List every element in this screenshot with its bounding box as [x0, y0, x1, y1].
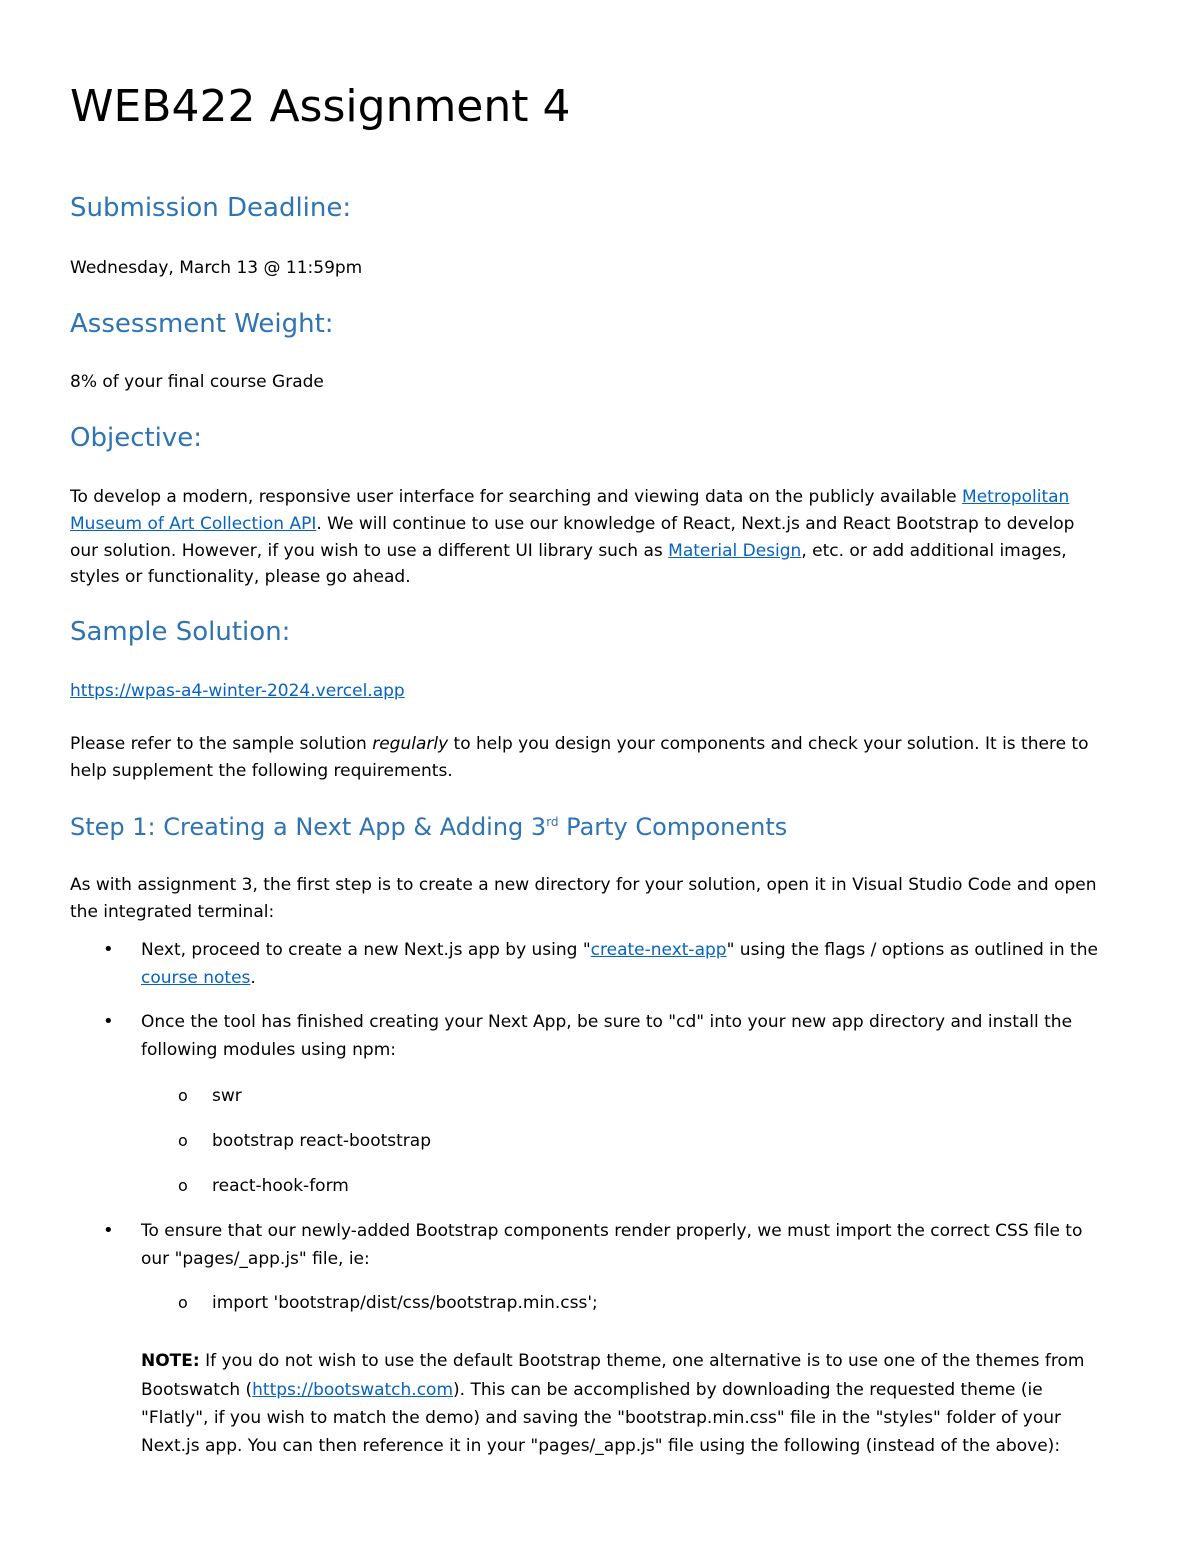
objective-text: our solution. However, if you wish to use a different UI library such as	[70, 541, 669, 561]
module-item: bootstrap react-bootstrap	[212, 1131, 431, 1151]
note-line-4: Next.js app. You can then reference it in your "pages/_app.js" file using the following (instead of the above):	[141, 1436, 1061, 1456]
sub-bullet-icon: o	[178, 1086, 188, 1105]
bullet-icon: •	[103, 939, 114, 960]
objective-line-4: styles or functionality, please go ahead.	[70, 567, 411, 587]
weight-heading: Assessment Weight:	[70, 309, 334, 339]
note-line-2	[141, 1380, 1043, 1400]
bullet-icon: •	[103, 1220, 114, 1241]
bullet-text: " using the flags / options as outlined in the	[726, 940, 1098, 960]
bullet-3-line-1: To ensure that our newly-added Bootstrap components render properly, we must import the correct CSS file to	[141, 1221, 1083, 1241]
material-design-link[interactable]: Material Design	[668, 541, 802, 561]
note-text: Bootswatch (	[141, 1380, 253, 1400]
sample-emphasis: regularly	[372, 734, 449, 754]
sample-para-line-2: help supplement the following requirements.	[70, 761, 453, 781]
step1-heading	[70, 812, 787, 842]
sub-bullet-icon: o	[178, 1176, 188, 1195]
note-text: If you do not wish to use the default Bootstrap theme, one alternative is to use one of the themes from	[199, 1351, 1085, 1371]
step1-heading-sup: rd	[546, 815, 559, 829]
bullet-2-line-2: following modules using npm:	[141, 1040, 396, 1060]
step1-heading-text: Step 1: Creating a Next App & Adding 3	[70, 813, 547, 841]
weight-text: 8% of your final course Grade	[70, 372, 324, 392]
module-item: swr	[212, 1086, 242, 1106]
bullet-1-line-1	[141, 940, 1098, 960]
bullet-3-line-2: our "pages/_app.js" file, ie:	[141, 1249, 370, 1269]
bullet-text: Next, proceed to create a new Next.js app by using "	[141, 940, 591, 960]
note-line-1	[141, 1351, 1084, 1371]
objective-line-1	[70, 487, 1069, 507]
step1-heading-text: Party Components	[558, 813, 788, 841]
sample-text: Please refer to the sample solution	[70, 734, 373, 754]
bullet-text: .	[250, 968, 256, 988]
met-museum-link[interactable]: Metropolitan	[962, 487, 1070, 507]
note-line-3: "Flatly", if you wish to match the demo) and saving the "bootstrap.min.css" file in the "styles" folder of your	[141, 1408, 1062, 1428]
bootswatch-link[interactable]: https://bootswatch.com	[252, 1380, 454, 1400]
course-notes-link[interactable]: course notes	[141, 968, 251, 988]
step1-intro-line-1: As with assignment 3, the first step is to create a new directory for your solution, open it in Visual Studio Code and open	[70, 875, 1097, 895]
met-museum-link-cont[interactable]: Museum of Art Collection API	[70, 514, 317, 534]
sub-bullet-icon: o	[178, 1131, 188, 1150]
sample-text: to help you design your components and check your solution. It is there to	[448, 734, 1089, 754]
sub-bullet-icon: o	[178, 1293, 188, 1312]
import-line: import 'bootstrap/dist/css/bootstrap.min.css';	[212, 1293, 598, 1313]
deadline-heading: Submission Deadline:	[70, 193, 352, 223]
step1-intro-line-2: the integrated terminal:	[70, 902, 275, 922]
sample-solution-link[interactable]: https://wpas-a4-winter-2024.vercel.app	[70, 681, 405, 701]
objective-text: To develop a modern, responsive user interface for searching and viewing data on the publicly available	[70, 487, 963, 507]
objective-line-3	[70, 541, 1067, 561]
objective-text: , etc. or add additional images,	[801, 541, 1067, 561]
sample-para-line-1	[70, 734, 1089, 754]
objective-text: . We will continue to use our knowledge of React, Next.js and React Bootstrap to develop	[316, 514, 1075, 534]
sample-heading: Sample Solution:	[70, 617, 291, 647]
deadline-text: Wednesday, March 13 @ 11:59pm	[70, 258, 363, 278]
objective-heading: Objective:	[70, 423, 203, 453]
note-label: NOTE:	[141, 1351, 200, 1371]
note-text: ). This can be accomplished by downloading the requested theme (ie	[453, 1380, 1043, 1400]
create-next-app-link[interactable]: create-next-app	[590, 940, 727, 960]
bullet-1-line-2	[141, 968, 256, 988]
objective-line-2	[70, 514, 1074, 534]
bullet-2-line-1: Once the tool has finished creating your Next App, be sure to "cd" into your new app directory and install the	[141, 1012, 1073, 1032]
bullet-icon: •	[103, 1011, 114, 1032]
module-item: react-hook-form	[212, 1176, 349, 1196]
page-title: WEB422 Assignment 4	[70, 81, 571, 132]
